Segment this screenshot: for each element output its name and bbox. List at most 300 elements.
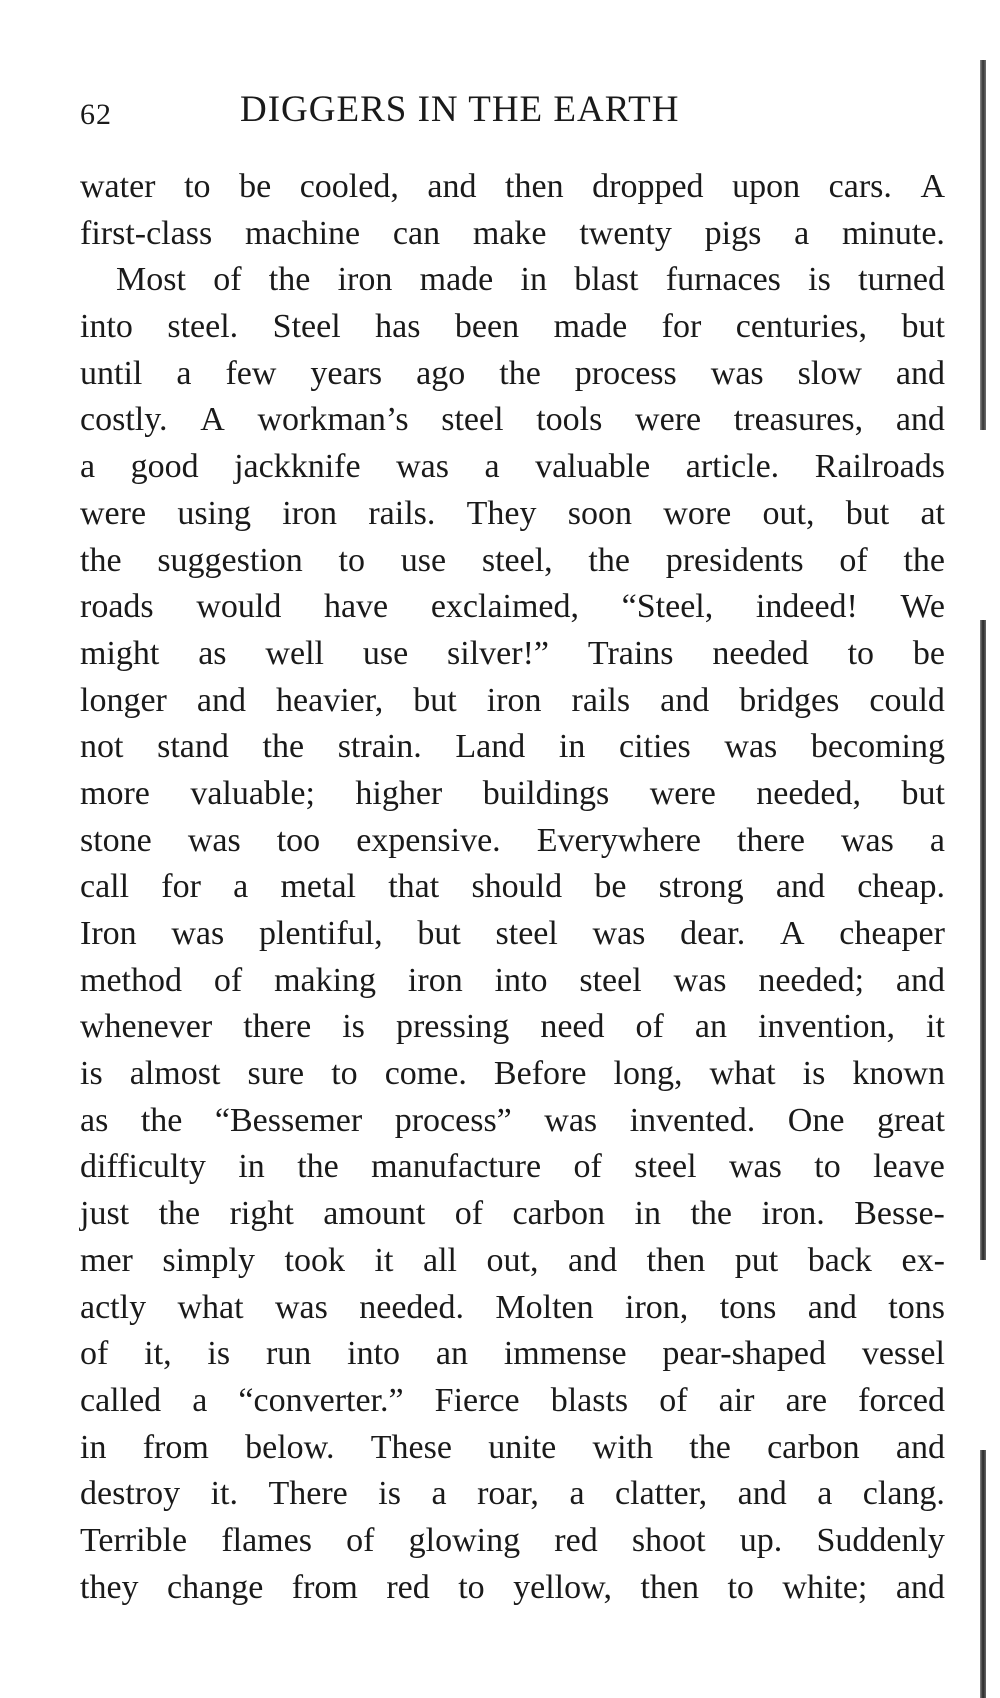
word: steel <box>579 961 642 999</box>
text-line <box>80 1425 945 1472</box>
word: but <box>417 915 461 952</box>
word: Land <box>455 728 526 766</box>
word: be <box>239 168 272 205</box>
word: to <box>458 1568 485 1606</box>
word: as <box>80 1101 109 1139</box>
word: is <box>802 1055 826 1093</box>
word: steel <box>441 401 504 439</box>
word: roar, <box>477 1475 539 1513</box>
word: for <box>661 308 702 346</box>
word: pear-shaped <box>662 1335 826 1373</box>
text-line <box>80 1004 945 1051</box>
text-line <box>80 1471 945 1518</box>
text-line <box>80 724 945 771</box>
word: dear. <box>680 915 746 952</box>
word: to <box>727 1568 754 1606</box>
word: heavier, <box>276 681 384 719</box>
word: clang. <box>862 1475 945 1513</box>
word: was <box>187 821 241 859</box>
word: were <box>649 774 716 812</box>
word: Terrible <box>80 1521 188 1559</box>
word: rails <box>571 681 631 719</box>
word: These <box>370 1428 452 1466</box>
word: Everywhere <box>536 821 701 859</box>
page-number: 62 <box>80 98 112 131</box>
word: in <box>558 728 586 766</box>
word: “Bessemer <box>214 1101 363 1139</box>
word: amount <box>323 1195 426 1233</box>
text-line <box>80 1144 945 1191</box>
word: cheap. <box>857 868 945 906</box>
word: workman’s <box>257 401 409 439</box>
word: right <box>229 1195 294 1233</box>
word: it. <box>210 1475 238 1513</box>
word: good <box>130 448 199 486</box>
word: article. <box>685 448 780 486</box>
word: sure <box>247 1055 305 1093</box>
word: make <box>472 214 547 252</box>
word: steel, <box>481 541 553 579</box>
word: valuable; <box>190 774 315 812</box>
word: becoming <box>810 728 945 766</box>
word: there <box>243 1008 312 1046</box>
word: strain. <box>337 728 422 766</box>
word: an <box>694 1008 728 1046</box>
word: into <box>347 1335 401 1373</box>
word: the <box>588 541 630 579</box>
word: suggestion <box>157 541 303 579</box>
word: Steel <box>272 308 341 346</box>
word: to <box>331 1055 358 1093</box>
word: almost <box>129 1055 221 1093</box>
word: a <box>484 448 500 486</box>
text-line <box>80 304 945 351</box>
text-line <box>80 1331 945 1378</box>
word: well <box>265 634 324 672</box>
word: to <box>338 541 365 579</box>
word: long, <box>613 1055 683 1093</box>
text-line <box>80 351 945 398</box>
word: of <box>213 961 243 999</box>
word: steel <box>495 915 558 952</box>
word: needed. <box>359 1288 465 1326</box>
word: call <box>80 868 130 906</box>
word: use <box>400 541 447 579</box>
word: vessel <box>861 1335 945 1373</box>
word: was <box>710 354 764 392</box>
text-line <box>80 211 945 258</box>
word: metal <box>280 868 357 906</box>
word: “Steel, <box>621 588 714 626</box>
word: Before <box>493 1055 587 1093</box>
word: would <box>196 588 282 626</box>
word: from <box>291 1568 358 1606</box>
word: of <box>454 1195 484 1233</box>
word: a <box>929 821 945 859</box>
word: and <box>568 1241 618 1279</box>
word: minute. <box>841 214 945 252</box>
text-line <box>80 1378 945 1425</box>
word: was <box>171 915 225 952</box>
word: Fierce <box>434 1381 520 1419</box>
word: great <box>876 1101 945 1139</box>
word: was <box>592 915 646 952</box>
word: took <box>284 1241 345 1279</box>
word: then <box>505 168 564 205</box>
word: A <box>779 915 805 952</box>
text-line <box>80 444 945 491</box>
word: made <box>419 261 494 299</box>
word: making <box>274 961 377 999</box>
word: white; <box>782 1568 868 1606</box>
word: run <box>265 1335 312 1373</box>
word: “converter.” <box>238 1381 404 1419</box>
text-line <box>80 1518 945 1565</box>
word: until <box>80 354 143 392</box>
word: but <box>413 681 457 719</box>
text-line <box>80 1191 945 1238</box>
word: pigs <box>704 214 762 252</box>
word: roads <box>80 588 154 626</box>
word: simply <box>162 1241 255 1279</box>
word: be <box>594 868 627 906</box>
word: iron <box>486 681 542 719</box>
word: they <box>80 1568 139 1606</box>
word: was <box>728 1148 782 1186</box>
word: tools <box>536 401 603 439</box>
word: We <box>900 588 945 626</box>
word: needed <box>712 634 809 672</box>
word: bridges <box>739 681 840 719</box>
word: presidents <box>665 541 804 579</box>
word: was <box>274 1288 328 1326</box>
word: Molten <box>495 1288 594 1326</box>
word: was <box>544 1101 598 1139</box>
word: machine <box>244 214 361 252</box>
word: is <box>342 1008 365 1046</box>
word: it <box>374 1241 394 1279</box>
word: it <box>926 1008 945 1046</box>
word: could <box>869 681 945 719</box>
word: immense <box>503 1335 627 1373</box>
word: forced <box>858 1381 945 1419</box>
word: They <box>466 494 537 532</box>
word: and <box>895 1568 945 1606</box>
word: come. <box>384 1055 467 1093</box>
word: and <box>660 681 710 719</box>
text-line <box>80 1565 945 1612</box>
word: method <box>80 961 182 999</box>
word: iron <box>407 961 463 999</box>
word: a <box>794 214 810 252</box>
word: expensive. <box>356 821 501 859</box>
word: buildings <box>482 774 610 812</box>
word: were <box>635 401 702 439</box>
word: what <box>709 1055 776 1093</box>
word: then <box>640 1568 699 1606</box>
word: centuries, <box>735 308 868 346</box>
word: of <box>659 1381 688 1419</box>
word: to <box>184 168 211 205</box>
word: silver!” <box>447 634 549 672</box>
running-head-title: DIGGERS IN THE EARTH <box>240 89 680 130</box>
word: put <box>734 1241 779 1279</box>
word: to <box>814 1148 841 1186</box>
word: shoot <box>631 1521 706 1559</box>
word: in <box>238 1148 265 1186</box>
word: of <box>213 261 242 299</box>
word: are <box>785 1381 828 1419</box>
word: cheaper <box>839 915 945 952</box>
word: use <box>362 634 409 672</box>
word: just <box>80 1195 130 1233</box>
word: turned <box>858 261 945 299</box>
word: stand <box>157 728 229 766</box>
word: treasures, <box>733 401 864 439</box>
word: up. <box>739 1521 783 1559</box>
word: then <box>646 1241 706 1279</box>
word: out, <box>486 1241 539 1279</box>
word: whenever <box>80 1008 213 1046</box>
word: glowing <box>408 1521 521 1559</box>
word: too <box>276 821 321 859</box>
word: stone <box>80 821 152 859</box>
word: red <box>386 1568 430 1606</box>
word: made <box>553 308 628 346</box>
text-line <box>80 257 945 304</box>
word: difficulty <box>80 1148 206 1186</box>
word: change <box>167 1568 264 1606</box>
word: leave <box>873 1148 945 1186</box>
word: process <box>574 354 677 392</box>
text-line <box>80 958 945 1005</box>
word: with <box>592 1428 653 1466</box>
word: soon <box>567 494 632 532</box>
word: valuable <box>535 448 651 486</box>
word: been <box>454 308 520 346</box>
word: Iron <box>80 915 137 952</box>
word: iron <box>337 261 393 299</box>
word: that <box>388 868 440 906</box>
word: One <box>787 1101 845 1139</box>
word: tons <box>719 1288 777 1326</box>
word: of <box>80 1335 109 1373</box>
word: at <box>920 494 945 532</box>
word: and <box>775 868 825 906</box>
word: all <box>422 1241 457 1279</box>
word: the <box>80 541 122 579</box>
word: be <box>912 634 945 672</box>
word: air <box>718 1381 755 1419</box>
word: red <box>554 1521 598 1559</box>
body-text <box>80 164 945 1611</box>
word: might <box>80 634 160 672</box>
word: in <box>80 1428 107 1466</box>
page-edge-shadow <box>980 620 986 1260</box>
word: more <box>80 774 150 812</box>
word: few <box>225 354 277 392</box>
word: needed, <box>756 774 862 812</box>
word: there <box>736 821 805 859</box>
word: first-class <box>80 214 213 252</box>
word: pressing <box>395 1008 510 1046</box>
word: higher <box>355 774 443 812</box>
word: as <box>198 634 227 672</box>
word: and <box>737 1475 787 1513</box>
word: can <box>392 214 441 252</box>
word: water <box>80 168 156 205</box>
word: and <box>807 1288 857 1326</box>
word: known <box>852 1055 945 1093</box>
word: cooled, <box>299 168 399 205</box>
text-line <box>80 911 945 958</box>
word: in <box>520 261 547 299</box>
word: of <box>635 1008 664 1046</box>
text-line <box>80 678 945 725</box>
word: but <box>901 308 945 346</box>
word: and <box>427 168 477 205</box>
word: was <box>673 961 727 999</box>
word: clatter, <box>615 1475 708 1513</box>
word: but <box>845 494 890 532</box>
text-line <box>80 1098 945 1145</box>
word: dropped <box>592 168 704 205</box>
text-line <box>80 491 945 538</box>
word: a <box>431 1475 447 1513</box>
word: and <box>895 401 945 439</box>
word: rails. <box>368 494 436 532</box>
word: the <box>689 1428 731 1466</box>
word: it, <box>144 1335 172 1373</box>
word: Besse- <box>854 1195 945 1233</box>
text-line <box>80 164 945 211</box>
word: the <box>268 261 311 299</box>
word: longer <box>80 681 167 719</box>
word: what <box>177 1288 244 1326</box>
word: manufacture <box>371 1148 542 1186</box>
text-line <box>80 631 945 678</box>
text-line <box>80 1285 945 1332</box>
word: cars. <box>828 168 892 205</box>
word: actly <box>80 1288 147 1326</box>
word: ex- <box>901 1241 945 1279</box>
word: mer <box>80 1241 133 1279</box>
word: but <box>901 774 945 812</box>
word: is <box>808 261 831 299</box>
word: blast <box>574 261 639 299</box>
word: a <box>817 1475 833 1513</box>
word: iron. <box>761 1195 825 1233</box>
word: iron, <box>625 1288 689 1326</box>
word: carbon <box>767 1428 860 1466</box>
word: exclaimed, <box>430 588 580 626</box>
word: Suddenly <box>816 1521 945 1559</box>
word: has <box>375 308 421 346</box>
word: was <box>724 728 778 766</box>
word: the <box>499 354 541 392</box>
word: Most <box>116 261 186 299</box>
word: a <box>233 868 249 906</box>
word: is <box>80 1055 103 1093</box>
word: using <box>177 494 252 532</box>
word: jackknife <box>234 448 361 486</box>
word: slow <box>797 354 862 392</box>
word: Trains <box>587 634 674 672</box>
text-line <box>80 1238 945 1285</box>
word: costly. <box>80 401 168 439</box>
word: yellow, <box>513 1568 612 1606</box>
word: for <box>161 868 201 906</box>
word: a <box>176 354 192 392</box>
word: and <box>895 1428 945 1466</box>
word: a <box>569 1475 585 1513</box>
word: of <box>839 541 868 579</box>
word: unite <box>488 1428 557 1466</box>
word: was <box>840 821 894 859</box>
page-edge-shadow <box>980 60 986 430</box>
text-line <box>80 1051 945 1098</box>
word: into <box>80 308 133 346</box>
word: not <box>80 728 124 766</box>
word: of <box>346 1521 375 1559</box>
word: the <box>158 1195 201 1233</box>
word: tons <box>888 1288 945 1326</box>
word: a <box>192 1381 208 1419</box>
text-line <box>80 818 945 865</box>
word: years <box>310 354 383 392</box>
word: should <box>471 868 563 906</box>
word: A <box>920 168 945 205</box>
word: cities <box>618 728 691 766</box>
word: the <box>262 728 305 766</box>
word: the <box>903 541 945 579</box>
text-line <box>80 771 945 818</box>
word: the <box>140 1101 183 1139</box>
word: process” <box>394 1101 512 1139</box>
word: indeed! <box>755 588 858 626</box>
word: a <box>80 448 96 486</box>
text-line <box>80 584 945 631</box>
text-line <box>80 864 945 911</box>
word: and <box>895 354 945 392</box>
word: from <box>142 1428 209 1466</box>
word: strong <box>658 868 744 906</box>
word: called <box>80 1381 162 1419</box>
word: There <box>268 1475 348 1513</box>
word: A <box>200 401 225 439</box>
word: blasts <box>550 1381 629 1419</box>
word: an <box>435 1335 468 1373</box>
text-line <box>80 397 945 444</box>
word: in <box>634 1195 661 1233</box>
word: ago <box>416 354 466 392</box>
word: iron <box>282 494 338 532</box>
word: have <box>323 588 389 626</box>
word: and <box>895 961 945 999</box>
word: of <box>573 1148 602 1186</box>
word: out, <box>762 494 815 532</box>
word: plentiful, <box>258 915 383 952</box>
word: Railroads <box>814 448 945 486</box>
word: twenty <box>579 214 672 252</box>
word: the <box>690 1195 732 1233</box>
word: steel. <box>167 308 239 346</box>
word: were <box>80 494 147 532</box>
word: to <box>847 634 875 672</box>
word: back <box>807 1241 872 1279</box>
page-edge-shadow <box>980 1450 986 1698</box>
word: carbon <box>512 1195 606 1233</box>
